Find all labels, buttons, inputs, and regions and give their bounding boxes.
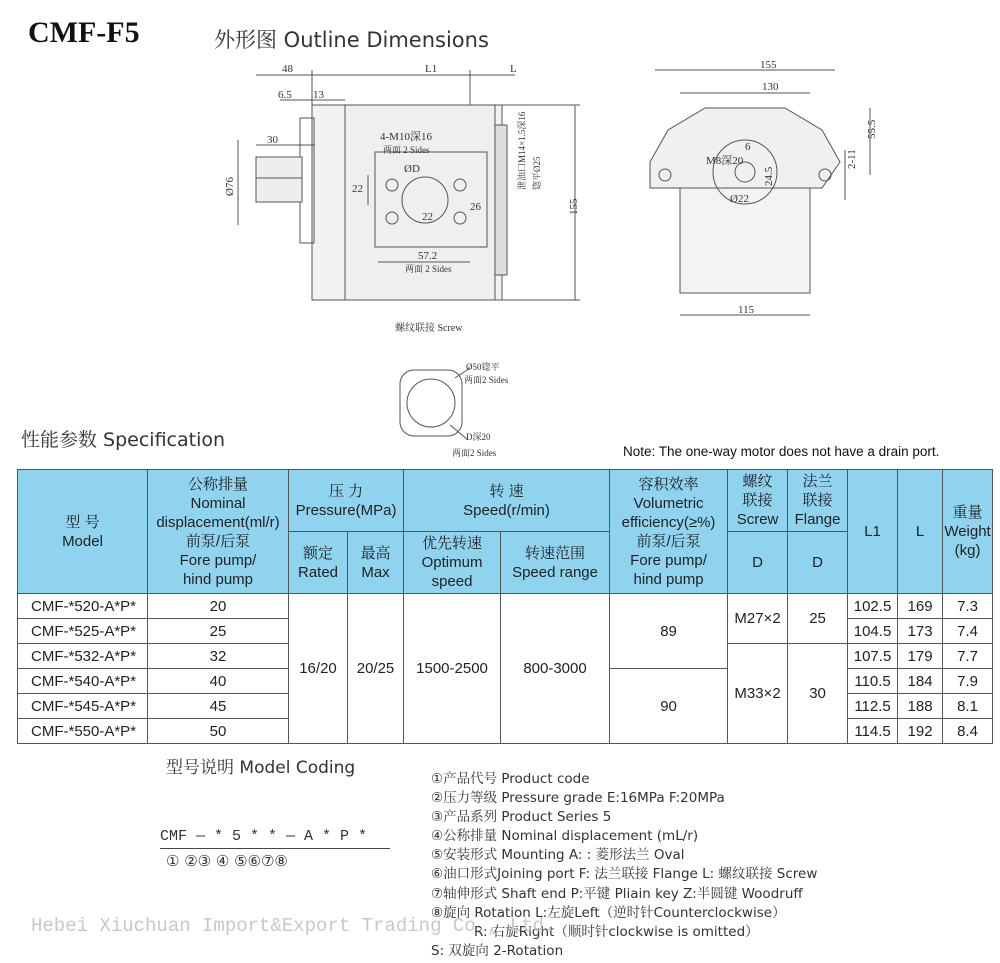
cell-l: 169	[898, 594, 943, 619]
hdr-screw: 螺纹 联接 Screw	[728, 470, 788, 532]
dim-22b: 22	[422, 211, 433, 223]
dim-155-side: 155	[568, 198, 580, 215]
cell-disp: 32	[148, 644, 289, 669]
dim-6: 6	[745, 141, 751, 153]
cell-model: CMF-*550-A*P*	[18, 719, 148, 744]
dim-sides-a: 两面 2 Sides	[383, 145, 430, 155]
cell-l1: 107.5	[848, 644, 898, 669]
cell-model: CMF-*540-A*P*	[18, 669, 148, 694]
dim-130: 130	[762, 81, 779, 93]
cell-model: CMF-*520-A*P*	[18, 594, 148, 619]
cell-weight: 7.3	[943, 594, 993, 619]
hdr-pressure: 压 力 Pressure(MPa)	[289, 470, 404, 532]
hdr-l1: L1	[848, 470, 898, 594]
dim-155-front: 155	[760, 59, 777, 71]
page-title: CMF-F5	[28, 16, 140, 49]
dim-30: 30	[267, 134, 278, 146]
dim-drain: 泄油口M14×1.5深16	[517, 111, 527, 190]
hdr-model: 型 号 Model	[18, 470, 148, 594]
dim-sides-b: 两面 2 Sides	[405, 264, 452, 274]
cell-weight: 7.7	[943, 644, 993, 669]
cell-rated: 16/20	[289, 594, 348, 744]
dim-24-5: 24.5	[763, 166, 775, 186]
cell-screw-b: M33×2	[728, 644, 788, 744]
dim-55-5: 55.5	[866, 119, 878, 139]
cell-model: CMF-*545-A*P*	[18, 694, 148, 719]
cell-model: CMF-*532-A*P*	[18, 644, 148, 669]
dim-57-2: 57.2	[418, 250, 438, 262]
dim-l: L	[510, 63, 517, 75]
cell-l: 188	[898, 694, 943, 719]
cell-disp: 45	[148, 694, 289, 719]
cell-l1: 102.5	[848, 594, 898, 619]
cell-l1: 104.5	[848, 619, 898, 644]
cell-l1: 110.5	[848, 669, 898, 694]
cell-eff-a: 89	[610, 594, 728, 669]
detail-50: Ø50锪平	[466, 362, 500, 372]
hdr-speed: 转 速 Speed(r/min)	[404, 470, 610, 532]
cell-l: 184	[898, 669, 943, 694]
spec-heading: 性能参数 Specification	[21, 429, 226, 451]
dim-6-5: 6.5	[278, 89, 292, 101]
watermark: Hebei Xiuchuan Import&Export Trading Co., Ltd.	[31, 915, 556, 937]
dim-22a: 22	[352, 183, 363, 195]
dim-22-front: Ø22	[730, 193, 749, 205]
cell-eff-b: 90	[610, 669, 728, 744]
coding-formula: CMF — * 5 * * — A * P *	[160, 828, 368, 845]
formula-underline	[160, 848, 390, 849]
dim-48: 48	[282, 63, 293, 75]
outline-heading: 外形图 Outline Dimensions	[214, 28, 489, 52]
coding-numbers: ① ②③ ④ ⑤⑥⑦⑧	[166, 852, 288, 870]
cell-weight: 8.4	[943, 719, 993, 744]
dim-m10: 4-M10深16	[380, 131, 432, 143]
hdr-rated: 额定 Rated	[289, 532, 348, 594]
cell-screw-a: M27×2	[728, 594, 788, 644]
outline-drawing	[0, 0, 1000, 470]
cell-l: 179	[898, 644, 943, 669]
table-row	[18, 594, 993, 619]
coding-item: ⑧旋向 Rotation L:左旋Left（逆时针Counterclockwise）	[431, 904, 786, 921]
cell-disp: 40	[148, 669, 289, 694]
cell-l1: 112.5	[848, 694, 898, 719]
cell-weight: 8.1	[943, 694, 993, 719]
dim-m8: M8深20	[706, 155, 744, 167]
cell-l1: 114.5	[848, 719, 898, 744]
dim-115: 115	[738, 304, 755, 316]
coding-item: ①产品代号 Product code	[431, 771, 590, 787]
coding-item: ⑤安装形式 Mounting A: : 菱形法兰 Oval	[431, 847, 685, 864]
cell-model: CMF-*525-A*P*	[18, 619, 148, 644]
detail-sides-a: 两面2 Sides	[464, 375, 509, 385]
cell-flange-a: 25	[788, 594, 848, 644]
cell-l: 192	[898, 719, 943, 744]
dim-26: 26	[470, 201, 481, 213]
cell-optimum: 1500-2500	[404, 594, 501, 744]
cell-weight: 7.4	[943, 619, 993, 644]
screw-label: 螺纹联接 Screw	[395, 323, 463, 334]
hdr-flange: 法兰 联接 Flange	[788, 470, 848, 532]
detail-sides-b: 两面2 Sides	[452, 448, 497, 458]
coding-item: R: 右旋Right（顺时针clockwise is omitted）	[474, 923, 759, 940]
hdr-screw-d: D	[728, 532, 788, 594]
coding-item: ⑦轴伸形式 Shaft end P:平键 Pliain key Z:半圆键 Woodruff	[431, 885, 803, 902]
coding-item: ③产品系列 Product Series 5	[431, 809, 612, 826]
coding-item: S: 双旋向 2-Rotation	[431, 942, 564, 959]
detail-d: D深20	[466, 432, 491, 442]
dim-spot-face: 锪平Ø25	[532, 156, 542, 190]
detail-view	[400, 368, 470, 440]
hdr-flange-d: D	[788, 532, 848, 594]
spec-note: Note: The one-way motor does not have a drain port.	[623, 444, 940, 459]
hdr-displacement: 公称排量 Nominal displacement(ml/r) 前泵/后泵 Fore pump/ hind pump	[148, 470, 289, 594]
hdr-optimum: 优先转速 Optimum speed	[404, 532, 501, 594]
dim-od: ØD	[404, 163, 420, 175]
cell-max: 20/25	[348, 594, 404, 744]
hdr-max: 最高 Max	[348, 532, 404, 594]
hdr-weight: 重量 Weight (kg)	[943, 470, 993, 594]
cell-disp: 25	[148, 619, 289, 644]
coding-item: ②压力等级 Pressure grade E:16MPa F:20MPa	[431, 790, 725, 807]
cell-l: 173	[898, 619, 943, 644]
dim-76: Ø76	[224, 177, 236, 196]
cell-flange-b: 30	[788, 644, 848, 744]
hdr-l: L	[898, 470, 943, 594]
hdr-range: 转速范围 Speed range	[501, 532, 610, 594]
dim-13: 13	[313, 89, 324, 101]
cell-disp: 20	[148, 594, 289, 619]
dim-2-11: 2-11	[846, 149, 858, 169]
front-view	[650, 70, 870, 315]
detail-labels	[452, 361, 509, 458]
cell-weight: 7.9	[943, 669, 993, 694]
cell-range: 800-3000	[501, 594, 610, 744]
coding-heading: 型号说明 Model Coding	[166, 758, 356, 778]
coding-item: ⑥油口形式Joining port F: 法兰联接 Flange L: 螺纹联接 Screw	[431, 866, 818, 883]
cell-disp: 50	[148, 719, 289, 744]
dim-l1: L1	[425, 63, 438, 75]
hdr-volumetric: 容积效率 Volumetric efficiency(≥%) 前泵/后泵 Fore pump/ hind pump	[610, 470, 728, 594]
coding-item: ④公称排量 Nominal displacement (mL/r)	[431, 828, 699, 845]
spec-table	[17, 469, 993, 744]
